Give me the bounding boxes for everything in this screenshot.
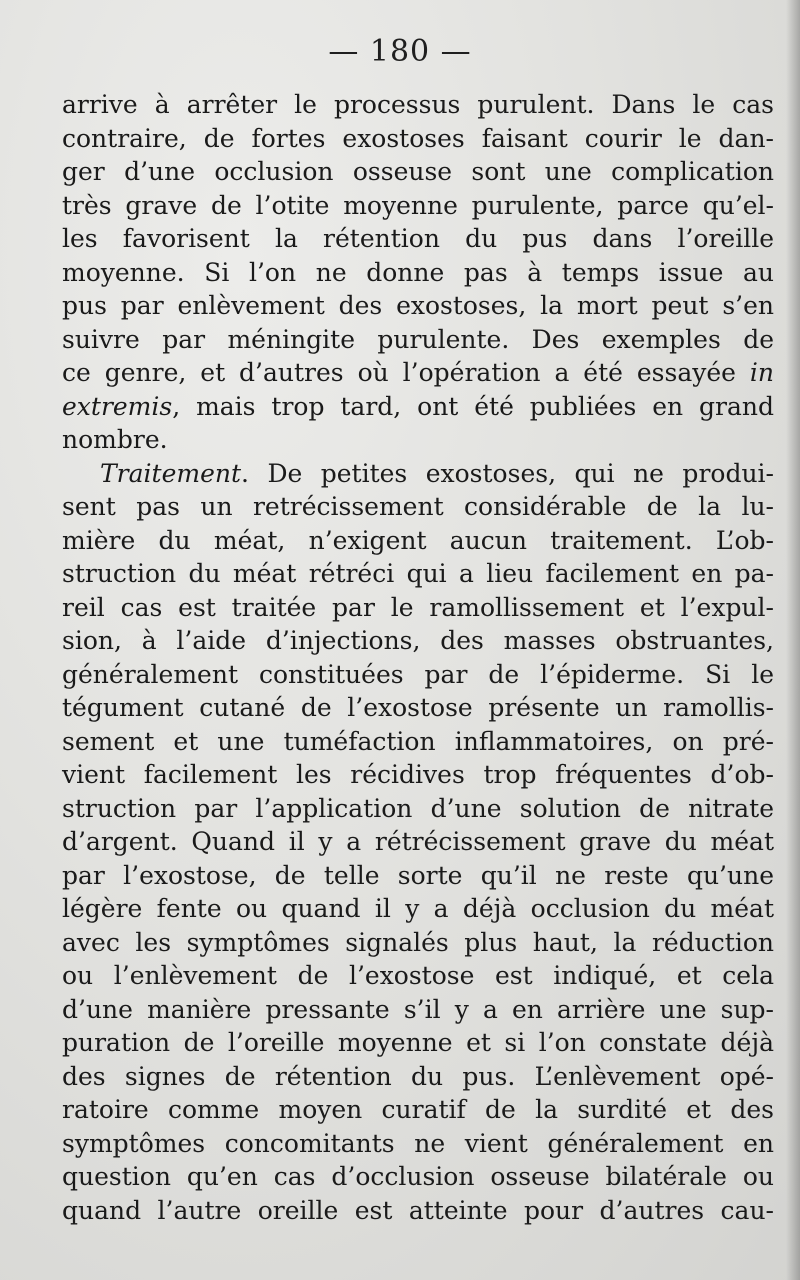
text-line — [62, 490, 774, 524]
line-text: des signes de rétention du pus. L’enlèvement opé- — [62, 1061, 774, 1091]
line-text: suivre par méningite purulente. Des exemples de — [62, 324, 774, 354]
line-text: question qu’en cas d’occlusion osseuse bilatérale ou — [62, 1162, 774, 1191]
line-text: nombre. — [62, 425, 168, 454]
line-text: vient facilement les récidives trop fréquentes d’ob- — [62, 760, 774, 789]
text-line — [62, 222, 774, 256]
line-text: avec les symptômes signalés plus haut, la réduction — [62, 927, 774, 957]
line-text: arrive à arrêter le processus purulent. Dans le cas — [62, 90, 774, 119]
text-line — [62, 1093, 774, 1127]
text-line — [62, 88, 774, 122]
text-line — [62, 658, 774, 692]
line-text: pus par enlèvement des exostoses, la mort peut s’en — [62, 291, 774, 320]
text-line — [62, 457, 774, 491]
text-line — [62, 859, 774, 893]
line-text: struction par l’application d’une solution de nitrate — [62, 793, 774, 823]
page-number: — 180 — — [328, 34, 472, 69]
text-line — [62, 993, 774, 1027]
italic-text: in — [749, 358, 774, 387]
text-line — [62, 524, 774, 558]
line-text: sent pas un retrécissement considérable de la lu- — [62, 492, 774, 521]
text-line — [62, 825, 774, 859]
line-text: contraire, de fortes exostoses faisant courir le dan- — [62, 123, 774, 153]
page-edge-shadow — [786, 0, 800, 1280]
line-text: quand l’autre oreille est atteinte pour d’autres cau- — [62, 1195, 774, 1225]
line-text: sion, à l’aide d’injections, des masses obstruantes, — [62, 626, 774, 655]
text-line — [62, 1194, 774, 1228]
line-text: très grave de l’otite moyenne purulente, parce qu’el- — [62, 190, 774, 220]
line-text: symptômes concomitants ne vient généralement en — [62, 1128, 774, 1158]
line-text: sement et une tuméfaction inflammatoires, on pré- — [62, 726, 774, 756]
text-line — [62, 959, 774, 993]
italic-text: extremis — [62, 391, 173, 421]
text-line — [62, 792, 774, 826]
text-line — [62, 1127, 774, 1161]
text-line — [62, 122, 774, 156]
text-line — [62, 423, 774, 457]
text-line — [62, 691, 774, 725]
text-line — [62, 256, 774, 290]
line-text: ratoire comme moyen curatif de la surdité et des — [62, 1095, 774, 1124]
text-line — [62, 591, 774, 625]
line-text: tégument cutané de l’exostose présente un ramollis- — [62, 693, 774, 722]
text-line — [62, 758, 774, 792]
italic-text: Traitement — [100, 458, 242, 488]
text-line — [62, 390, 774, 424]
line-text: , mais trop tard, ont été publiées en grand — [172, 391, 774, 421]
text-line — [62, 557, 774, 591]
text-line — [62, 155, 774, 189]
text-line — [62, 892, 774, 926]
line-text: ger d’une occlusion osseuse sont une complication — [62, 157, 774, 186]
text-line — [62, 1026, 774, 1060]
text-line — [62, 323, 774, 357]
line-text: struction du méat rétréci qui a lieu facilement en pa- — [62, 559, 774, 588]
line-text: moyenne. Si l’on ne donne pas à temps issue au — [62, 257, 774, 287]
text-line — [62, 189, 774, 223]
line-text: . De petites exostoses, qui ne produi- — [241, 458, 774, 488]
body-text — [62, 88, 774, 1227]
text-line — [62, 289, 774, 323]
text-line — [62, 624, 774, 658]
line-text: généralement constituées par de l’épiderme. Si le — [62, 659, 774, 689]
text-line — [62, 725, 774, 759]
line-text: ce genre, et d’autres où l’opération a été essayée — [62, 358, 750, 387]
line-text: ou l’enlèvement de l’exostose est indiqué, et cela — [62, 961, 774, 990]
line-text: par l’exostose, de telle sorte qu’il ne reste qu’une — [62, 860, 774, 890]
text-line — [62, 356, 774, 390]
text-line — [62, 926, 774, 960]
line-text: mière du méat, n’exigent aucun traitement. L’ob- — [62, 525, 774, 555]
line-text: puration de l’oreille moyenne et si l’on constate déjà — [62, 1028, 774, 1057]
line-text: les favorisent la rétention du pus dans l’oreille — [62, 224, 774, 253]
text-line — [62, 1160, 774, 1194]
text-line — [62, 1060, 774, 1094]
line-text: reil cas est traitée par le ramollissement et l’expul- — [62, 592, 774, 622]
line-text: légère fente ou quand il y a déjà occlusion du méat — [62, 894, 774, 923]
line-text: d’une manière pressante s’il y a en arrière une sup- — [62, 994, 774, 1024]
line-text: d’argent. Quand il y a rétrécissement grave du méat — [62, 827, 774, 856]
